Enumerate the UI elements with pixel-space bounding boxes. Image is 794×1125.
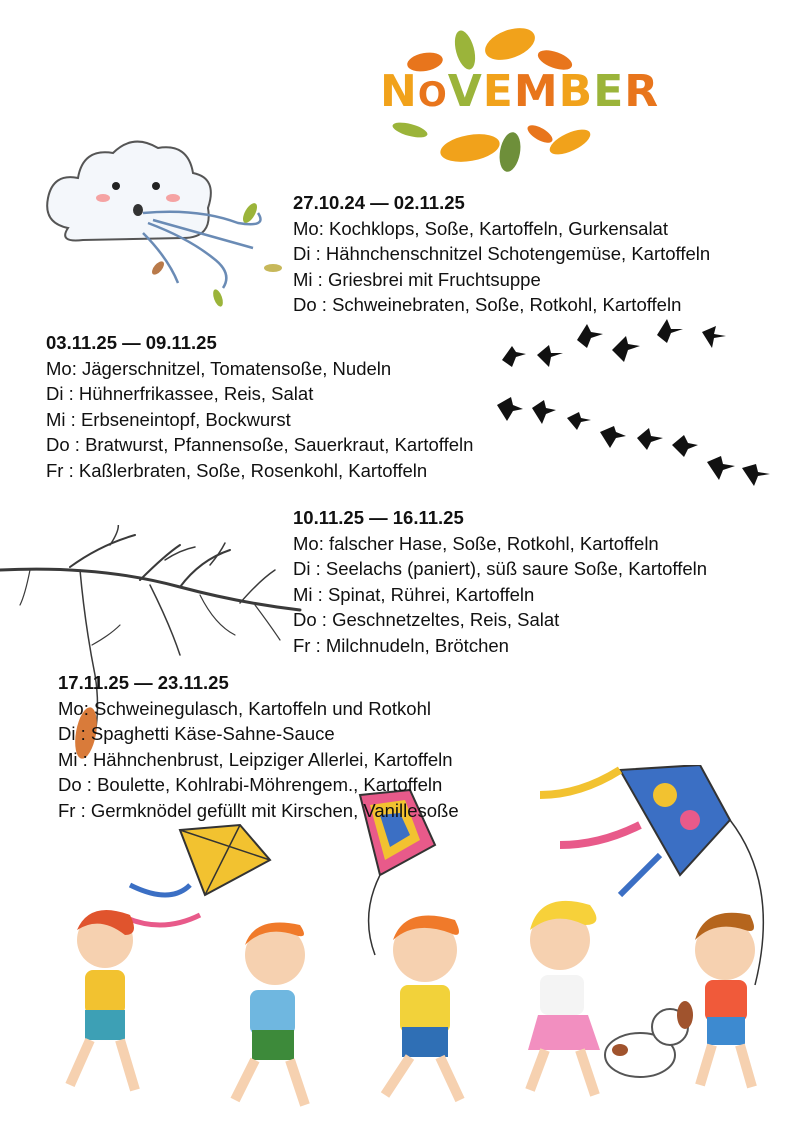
- menu-day: Fr : Germknödel gefüllt mit Kirschen, Vanillesoße: [58, 799, 459, 821]
- menu-day: Do : Schweinebraten, Soße, Rotkohl, Kartoffeln: [293, 294, 682, 315]
- menu-day: Di : Hühnerfrikassee, Reis, Salat: [46, 383, 314, 404]
- menu-day: Mi : Erbseneintopf, Bockwurst: [46, 408, 291, 430]
- menu-day: Mi : Spinat, Rührei, Kartoffeln: [293, 583, 535, 605]
- title-letter: M: [513, 66, 559, 117]
- title-letter: N: [380, 66, 418, 117]
- month-title: [380, 66, 659, 117]
- menu-day: Mo: falscher Hase, Soße, Rotkohl, Kartoffeln: [293, 532, 659, 554]
- menu-day: Mo: Jägerschnitzel, Tomatensoße, Nudeln: [46, 357, 392, 379]
- child-icon: [528, 901, 600, 1095]
- menu-day: Fr : Milchnudeln, Brötchen: [293, 634, 509, 656]
- title-letter: E: [482, 66, 514, 117]
- menu-day: Do : Boulette, Kohlrabi-Möhrengem., Kartoffeln: [58, 774, 443, 795]
- menu-day: Do : Geschnetzeltes, Reis, Salat: [293, 609, 560, 630]
- dog-icon: [605, 1001, 693, 1077]
- week-block-1: [293, 190, 710, 318]
- child-icon: [70, 910, 135, 1090]
- menu-day: Mi : Griesbrei mit Fruchtsuppe: [293, 268, 541, 290]
- week-block-4: [58, 670, 459, 823]
- flying-geese-icon: [492, 310, 782, 490]
- week-block-2: [46, 330, 473, 483]
- title-letter: B: [558, 66, 594, 117]
- menu-day: Di : Hähnchenschnitzel Schotengemüse, Kartoffeln: [293, 243, 711, 264]
- menu-day: Mi : Hähnchenbrust, Leipziger Allerlei, Kartoffeln: [58, 748, 453, 770]
- menu-day: Mo: Schweinegulasch, Kartoffeln und Rotkohl: [58, 697, 431, 719]
- menu-day: Mo: Kochklops, Soße, Kartoffeln, Gurkensalat: [293, 217, 668, 239]
- title-letter: O: [417, 75, 448, 115]
- title-letter: E: [593, 66, 625, 117]
- wind-cloud-icon: [38, 128, 288, 318]
- kite-icon: [120, 825, 270, 925]
- child-icon: [385, 916, 460, 1101]
- menu-day: Fr : Kaßlerbraten, Soße, Rosenkohl, Kartoffeln: [46, 459, 428, 481]
- week-range: 03.11.25 — 09.11.25: [46, 332, 217, 353]
- week-range: 10.11.25 — 16.11.25: [293, 507, 464, 528]
- title-letter: R: [624, 66, 660, 117]
- week-block-3: [293, 505, 707, 658]
- menu-day: Di : Spaghetti Käse-Sahne-Sauce: [58, 723, 335, 744]
- week-range: 17.11.25 — 23.11.25: [58, 672, 229, 693]
- week-range: 27.10.24 — 02.11.25: [293, 192, 465, 213]
- menu-day: Di : Seelachs (paniert), süß saure Soße, Kartoffeln: [293, 558, 708, 579]
- child-icon: [695, 913, 755, 1087]
- menu-day: Do : Bratwurst, Pfannensoße, Sauerkraut, Kartoffeln: [46, 434, 474, 455]
- title-letter: V: [447, 66, 483, 117]
- child-icon: [235, 923, 305, 1106]
